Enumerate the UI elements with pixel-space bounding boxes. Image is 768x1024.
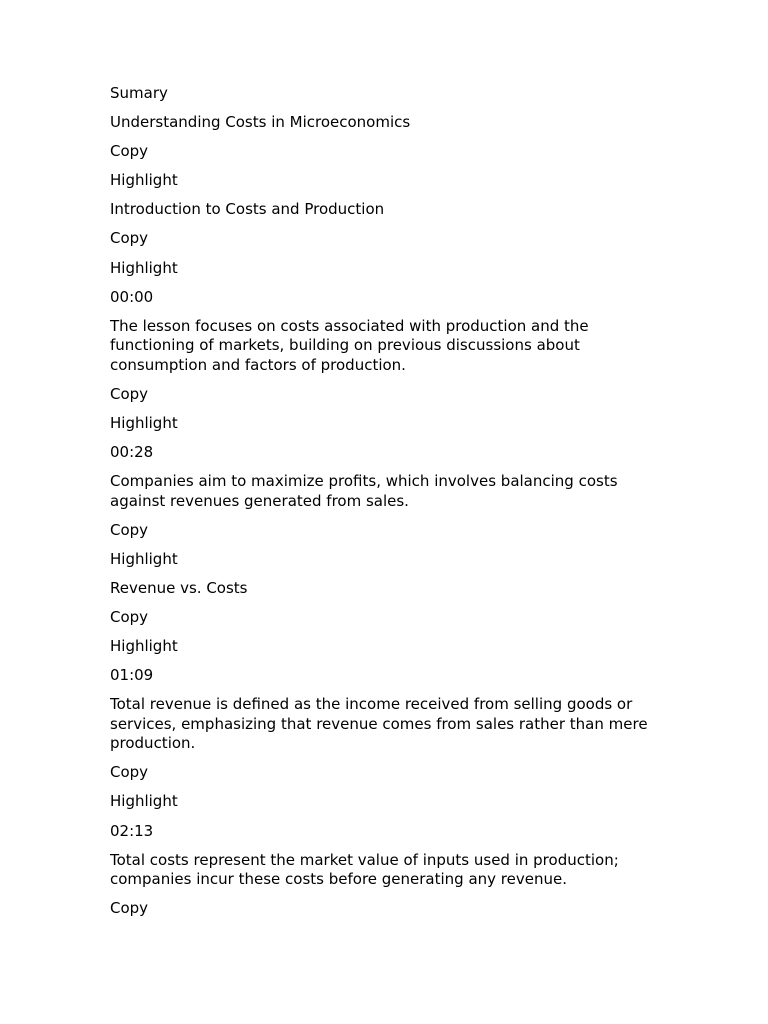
timestamp-link[interactable]: 02:13 bbox=[110, 821, 154, 840]
timestamp-link[interactable]: 01:09 bbox=[110, 666, 154, 685]
copy-link[interactable]: Copy bbox=[110, 520, 149, 539]
highlight-link[interactable]: Highlight bbox=[110, 413, 178, 432]
timestamp-link[interactable]: 00:00 bbox=[110, 287, 154, 306]
section-heading: Understanding Costs in Microeconomics bbox=[110, 113, 411, 132]
document-page bbox=[110, 84, 660, 928]
highlight-link[interactable]: Highlight bbox=[110, 258, 178, 277]
copy-link[interactable]: Copy bbox=[110, 608, 149, 626]
section-heading: Revenue vs. Costs bbox=[110, 578, 248, 597]
summary-paragraph: Total revenue is defined as the income received from selling goods or services, emphasizing that revenue comes from sales rather than mere production. bbox=[110, 695, 648, 753]
summary-paragraph: The lesson focuses on costs associated with production and the functioning of markets, building on previous discussions about consumption and factors of production. bbox=[110, 316, 589, 374]
timestamp-link[interactable]: 00:28 bbox=[110, 443, 154, 462]
copy-link[interactable]: Copy bbox=[110, 142, 149, 161]
highlight-link[interactable]: Highlight bbox=[110, 792, 178, 811]
copy-link[interactable]: Copy bbox=[110, 229, 149, 248]
summary-paragraph: Total costs represent the market value of inputs used in production; companies incur these costs before generating any revenue. bbox=[110, 850, 619, 889]
highlight-link[interactable]: Highlight bbox=[110, 637, 178, 656]
highlight-link[interactable]: Highlight bbox=[110, 171, 178, 190]
highlight-link[interactable]: Highlight bbox=[110, 549, 178, 568]
copy-link[interactable]: Copy bbox=[110, 899, 149, 918]
copy-link[interactable]: Copy bbox=[110, 384, 149, 403]
document-title: Sumary bbox=[110, 84, 168, 102]
copy-link[interactable]: Copy bbox=[110, 763, 149, 782]
summary-paragraph: Companies aim to maximize profits, which involves balancing costs against revenues generated from sales. bbox=[110, 472, 618, 510]
section-heading: Introduction to Costs and Production bbox=[110, 200, 385, 219]
